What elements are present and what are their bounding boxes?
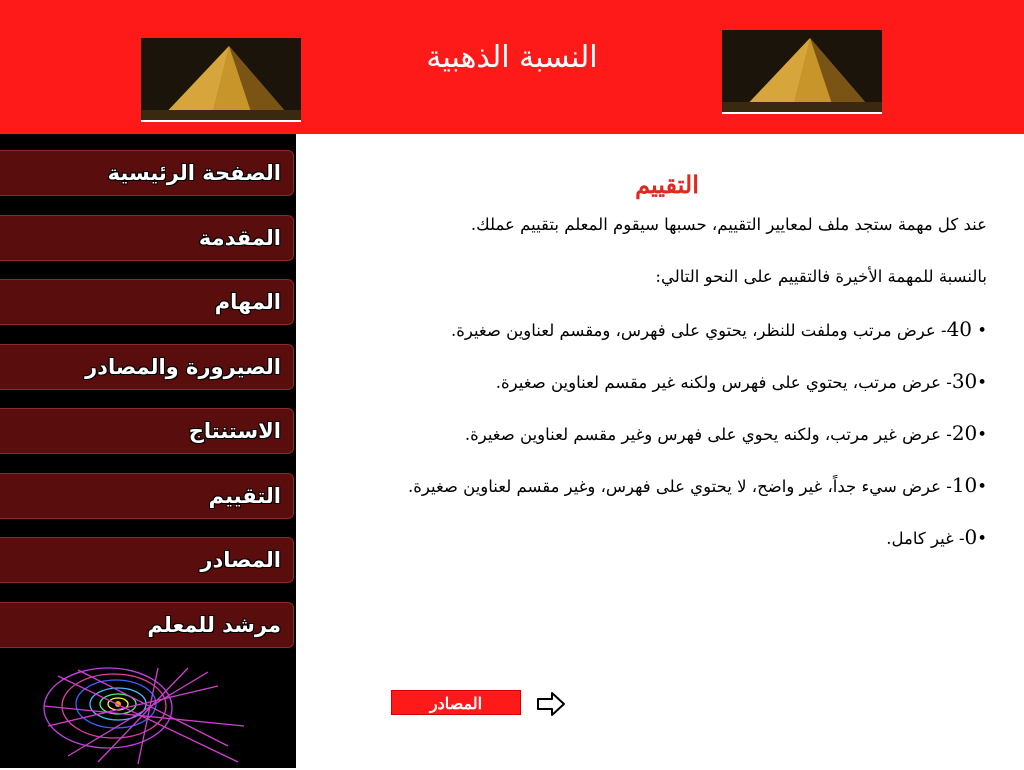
score-number: 30: [951, 369, 978, 393]
nav-process-button[interactable]: الصيرورة والمصادر: [0, 344, 294, 390]
right-arrow-icon[interactable]: [536, 690, 566, 718]
bullet: •: [977, 321, 987, 340]
score-item-40: [330, 317, 987, 369]
nav-tasks-button[interactable]: المهام: [0, 279, 294, 325]
bullet: •: [977, 373, 987, 392]
score-description: - عرض سيء جداً، غير واضح، لا يحتوي على فهرس، وغير مقسم لعناوين صغيرة.: [407, 477, 952, 496]
header-bar: [0, 0, 1024, 134]
nav-evaluation-button[interactable]: التقييم: [0, 473, 294, 519]
score-item-10: [330, 473, 987, 525]
nav-teacher-guide-button[interactable]: مرشد للمعلم: [0, 602, 294, 648]
pyramid-image-right: [722, 30, 882, 114]
score-number: 20: [951, 421, 978, 445]
nav-sources-button[interactable]: المصادر: [0, 537, 294, 583]
score-description: - عرض مرتب وملفت للنظر، يحتوي على فهرس، ومقسم لعناوين صغيرة.: [450, 321, 947, 340]
bullet: •: [977, 477, 987, 496]
main-content: [330, 170, 987, 577]
nav-home-button[interactable]: الصفحة الرئيسية: [0, 150, 294, 196]
scale-intro-paragraph: بالنسبة للمهمة الأخيرة فالتقييم على النحو التالي:: [655, 267, 987, 286]
bullet: •: [977, 529, 987, 548]
nav-introduction-button[interactable]: المقدمة: [0, 215, 294, 261]
score-number: 0: [964, 525, 978, 549]
score-description: - غير كامل.: [886, 529, 965, 548]
page-title: التقييم: [635, 170, 699, 199]
score-description: - عرض غير مرتب، ولكنه يحوي على فهرس وغير مقسم لعناوين صغيرة.: [464, 425, 952, 444]
score-item-20: [330, 421, 987, 473]
score-item-30: [330, 369, 987, 421]
pyramid-icon: [141, 38, 301, 120]
spiral-icon: [38, 666, 246, 766]
score-description: - عرض مرتب، يحتوي على فهرس ولكنه غير مقسم لعناوين صغيرة.: [495, 373, 952, 392]
score-item-0: [330, 525, 987, 577]
intro-paragraph: عند كل مهمة ستجد ملف لمعايير التقييم، حسبها سيقوم المعلم بتقييم عملك.: [470, 215, 987, 234]
score-number: 10: [951, 473, 978, 497]
pyramid-icon: [722, 30, 882, 112]
pyramid-image-left: [141, 38, 301, 122]
sources-link-button[interactable]: المصادر: [391, 690, 521, 715]
site-title: النسبة الذهبية: [426, 40, 598, 75]
golden-spiral-image: [38, 666, 246, 770]
nav-conclusion-button[interactable]: الاستنتاج: [0, 408, 294, 454]
score-number: 40: [946, 317, 973, 341]
bullet: •: [977, 425, 987, 444]
sidebar-nav: [0, 134, 296, 768]
